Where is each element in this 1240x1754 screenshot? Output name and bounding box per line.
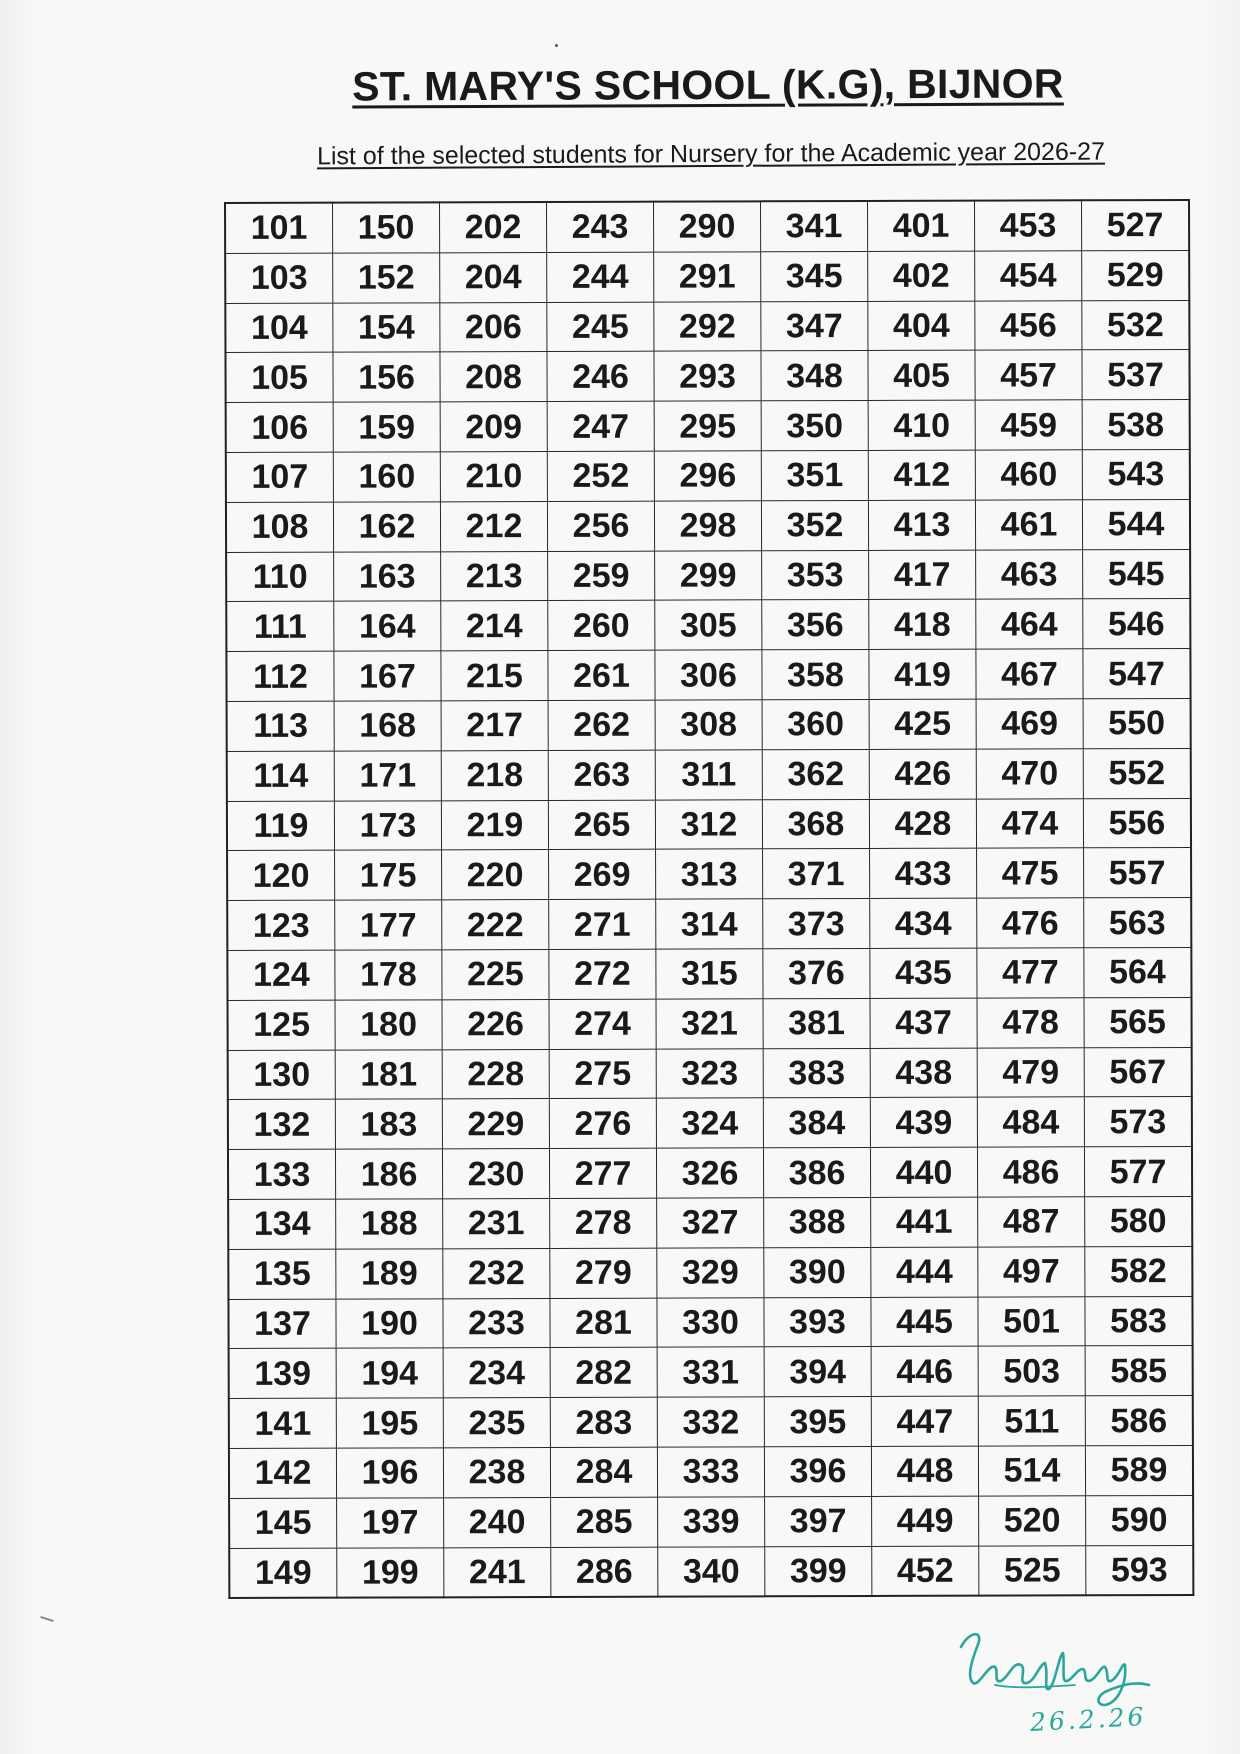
table-row xyxy=(227,898,1191,951)
student-number-cell: 173 xyxy=(334,800,441,850)
student-number-cell: 474 xyxy=(976,798,1083,848)
student-number-cell: 525 xyxy=(979,1545,1086,1596)
student-number-cell: 550 xyxy=(1083,698,1191,748)
student-number-cell: 167 xyxy=(334,651,441,701)
student-number-cell: 162 xyxy=(333,502,440,552)
student-number-cell: 106 xyxy=(226,402,334,452)
student-number-cell: 373 xyxy=(763,899,870,949)
student-number-cell: 263 xyxy=(548,750,655,800)
student-number-cell: 279 xyxy=(550,1248,657,1298)
student-number-cell: 103 xyxy=(225,253,333,303)
student-number-cell: 177 xyxy=(335,900,442,950)
student-number-cell: 543 xyxy=(1082,449,1190,499)
student-number-cell: 178 xyxy=(335,950,442,1000)
student-number-cell: 113 xyxy=(227,701,335,751)
student-number-cell: 243 xyxy=(547,202,654,253)
table-row xyxy=(226,599,1190,652)
student-number-cell: 286 xyxy=(551,1547,658,1598)
table-row xyxy=(228,1296,1192,1349)
student-number-cell: 341 xyxy=(761,201,868,252)
student-number-cell: 417 xyxy=(869,550,976,600)
student-number-cell: 152 xyxy=(333,253,440,303)
student-number-cell: 245 xyxy=(547,302,654,352)
student-number-cell: 487 xyxy=(978,1197,1085,1247)
student-number-cell: 110 xyxy=(226,552,334,602)
student-number-cell: 277 xyxy=(549,1148,656,1198)
student-number-cell: 449 xyxy=(872,1496,979,1546)
student-number-cell: 190 xyxy=(336,1298,443,1348)
student-number-cell: 226 xyxy=(442,999,549,1049)
student-number-cell: 285 xyxy=(551,1497,658,1547)
student-number-cell: 202 xyxy=(440,202,547,253)
student-number-cell: 246 xyxy=(547,352,654,402)
table-row xyxy=(225,200,1189,253)
student-number-cell: 225 xyxy=(442,949,549,999)
student-number-cell: 453 xyxy=(974,200,1081,251)
table-row xyxy=(227,848,1191,901)
student-number-cell: 413 xyxy=(868,500,975,550)
student-number-cell: 330 xyxy=(657,1297,764,1347)
student-number-cell: 552 xyxy=(1083,748,1191,798)
student-number-cell: 261 xyxy=(548,650,655,700)
student-number-cell: 565 xyxy=(1084,997,1192,1047)
student-number-cell: 475 xyxy=(977,848,1084,898)
student-number-cell: 311 xyxy=(655,750,762,800)
student-number-cell: 262 xyxy=(548,700,655,750)
student-number-cell: 425 xyxy=(869,699,976,749)
student-number-cell: 470 xyxy=(976,749,1083,799)
student-number-cell: 231 xyxy=(443,1198,550,1248)
table-row xyxy=(227,798,1191,851)
student-number-cell: 388 xyxy=(764,1197,871,1247)
student-number-cell: 112 xyxy=(226,651,334,701)
student-number-cell: 241 xyxy=(444,1547,551,1598)
student-number-cell: 527 xyxy=(1081,200,1189,251)
student-number-cell: 314 xyxy=(656,899,763,949)
selected-students-table-body xyxy=(225,200,1193,1598)
table-row xyxy=(225,350,1189,403)
student-number-cell: 210 xyxy=(440,451,547,501)
student-number-cell: 238 xyxy=(443,1447,550,1497)
student-number-cell: 368 xyxy=(762,799,869,849)
student-number-cell: 194 xyxy=(336,1348,443,1398)
student-number-cell: 339 xyxy=(658,1497,765,1547)
selected-students-table xyxy=(224,199,1194,1599)
student-number-cell: 119 xyxy=(227,801,335,851)
student-number-cell: 214 xyxy=(441,601,548,651)
student-number-cell: 478 xyxy=(977,998,1084,1048)
table-row xyxy=(226,549,1190,602)
student-number-cell: 213 xyxy=(441,551,548,601)
student-number-cell: 580 xyxy=(1085,1196,1193,1246)
student-number-cell: 306 xyxy=(655,650,762,700)
student-number-cell: 396 xyxy=(764,1446,871,1496)
student-number-cell: 383 xyxy=(763,1048,870,1098)
student-number-cell: 230 xyxy=(442,1149,549,1199)
student-number-cell: 142 xyxy=(229,1448,337,1498)
student-number-cell: 295 xyxy=(654,401,761,451)
student-number-cell: 479 xyxy=(977,1047,1084,1097)
student-number-cell: 362 xyxy=(762,749,869,799)
scan-speck xyxy=(40,1616,54,1622)
student-number-cell: 445 xyxy=(871,1297,978,1347)
student-number-cell: 195 xyxy=(336,1398,443,1448)
student-number-cell: 511 xyxy=(978,1396,1085,1446)
student-number-cell: 390 xyxy=(764,1247,871,1297)
student-number-cell: 276 xyxy=(549,1098,656,1148)
student-number-cell: 293 xyxy=(654,351,761,401)
scan-speck xyxy=(555,44,558,47)
student-number-cell: 105 xyxy=(225,353,333,403)
student-number-cell: 206 xyxy=(440,302,547,352)
student-number-cell: 567 xyxy=(1084,1047,1192,1097)
student-number-cell: 428 xyxy=(869,799,976,849)
student-number-cell: 486 xyxy=(977,1147,1084,1197)
student-number-cell: 477 xyxy=(977,948,1084,998)
table-row xyxy=(225,250,1189,303)
student-number-cell: 331 xyxy=(657,1347,764,1397)
table-row xyxy=(228,1047,1192,1100)
student-number-cell: 529 xyxy=(1082,250,1190,300)
table-row xyxy=(228,997,1192,1050)
student-number-cell: 181 xyxy=(335,1049,442,1099)
student-number-cell: 454 xyxy=(975,251,1082,301)
student-number-cell: 274 xyxy=(549,999,656,1049)
student-number-cell: 503 xyxy=(978,1346,1085,1396)
student-number-cell: 340 xyxy=(658,1546,765,1597)
selected-students-table-wrapper xyxy=(224,199,1194,1599)
table-row xyxy=(227,947,1191,1000)
student-number-cell: 545 xyxy=(1083,549,1191,599)
student-number-cell: 171 xyxy=(334,751,441,801)
student-number-cell: 135 xyxy=(228,1249,336,1299)
student-number-cell: 244 xyxy=(547,252,654,302)
student-number-cell: 111 xyxy=(226,602,334,652)
student-number-cell: 114 xyxy=(227,751,335,801)
student-number-cell: 139 xyxy=(229,1348,337,1398)
table-row xyxy=(228,1246,1192,1299)
student-number-cell: 149 xyxy=(229,1548,337,1599)
student-number-cell: 360 xyxy=(762,699,869,749)
student-number-cell: 412 xyxy=(868,450,975,500)
student-number-cell: 313 xyxy=(656,849,763,899)
student-number-cell: 371 xyxy=(763,849,870,899)
table-row xyxy=(229,1545,1193,1598)
student-number-cell: 220 xyxy=(442,850,549,900)
student-number-cell: 265 xyxy=(548,800,655,850)
student-number-cell: 108 xyxy=(226,502,334,552)
student-number-cell: 308 xyxy=(655,700,762,750)
student-number-cell: 284 xyxy=(550,1447,657,1497)
student-number-cell: 247 xyxy=(547,401,654,451)
student-number-cell: 145 xyxy=(229,1498,337,1548)
student-number-cell: 593 xyxy=(1086,1545,1194,1596)
student-number-cell: 256 xyxy=(547,501,654,551)
student-number-cell: 439 xyxy=(870,1097,977,1147)
student-number-cell: 426 xyxy=(869,749,976,799)
student-number-cell: 405 xyxy=(868,351,975,401)
student-number-cell: 218 xyxy=(441,750,548,800)
student-number-cell: 229 xyxy=(442,1099,549,1149)
student-number-cell: 327 xyxy=(657,1198,764,1248)
student-number-cell: 141 xyxy=(229,1398,337,1448)
student-number-cell: 410 xyxy=(868,400,975,450)
student-number-cell: 212 xyxy=(440,501,547,551)
student-number-cell: 292 xyxy=(654,301,761,351)
student-number-cell: 461 xyxy=(975,500,1082,550)
student-number-cell: 350 xyxy=(761,401,868,451)
student-number-cell: 278 xyxy=(550,1198,657,1248)
student-number-cell: 399 xyxy=(765,1546,872,1597)
student-number-cell: 497 xyxy=(978,1247,1085,1297)
student-number-cell: 107 xyxy=(226,452,334,502)
student-number-cell: 298 xyxy=(654,501,761,551)
table-row xyxy=(229,1445,1193,1498)
student-number-cell: 353 xyxy=(762,550,869,600)
page-subtitle: List of the selected students for Nursery for the Academic year 2026-27 xyxy=(316,137,1106,171)
student-number-cell: 438 xyxy=(870,1048,977,1098)
student-number-cell: 456 xyxy=(975,300,1082,350)
student-number-cell: 315 xyxy=(656,949,763,999)
student-number-cell: 440 xyxy=(870,1147,977,1197)
student-number-cell: 160 xyxy=(333,452,440,502)
student-number-cell: 520 xyxy=(979,1496,1086,1546)
student-number-cell: 189 xyxy=(336,1249,443,1299)
student-number-cell: 134 xyxy=(228,1199,336,1249)
student-number-cell: 196 xyxy=(336,1448,443,1498)
student-number-cell: 233 xyxy=(443,1298,550,1348)
student-number-cell: 217 xyxy=(441,700,548,750)
student-number-cell: 281 xyxy=(550,1298,657,1348)
student-number-cell: 352 xyxy=(761,500,868,550)
student-number-cell: 544 xyxy=(1082,499,1190,549)
student-number-cell: 459 xyxy=(975,400,1082,450)
table-row xyxy=(229,1495,1193,1548)
student-number-cell: 197 xyxy=(337,1498,444,1548)
student-number-cell: 557 xyxy=(1084,848,1192,898)
student-number-cell: 386 xyxy=(763,1148,870,1198)
student-number-cell: 532 xyxy=(1082,300,1190,350)
student-number-cell: 446 xyxy=(871,1346,978,1396)
student-number-cell: 232 xyxy=(443,1248,550,1298)
student-number-cell: 137 xyxy=(228,1299,336,1349)
student-number-cell: 577 xyxy=(1084,1147,1192,1197)
student-number-cell: 163 xyxy=(334,551,441,601)
student-number-cell: 556 xyxy=(1083,798,1191,848)
student-number-cell: 437 xyxy=(870,998,977,1048)
student-number-cell: 441 xyxy=(871,1197,978,1247)
student-number-cell: 272 xyxy=(549,949,656,999)
student-number-cell: 447 xyxy=(871,1396,978,1446)
student-number-cell: 467 xyxy=(976,649,1083,699)
student-number-cell: 419 xyxy=(869,649,976,699)
student-number-cell: 358 xyxy=(762,650,869,700)
student-number-cell: 132 xyxy=(228,1099,336,1149)
student-number-cell: 133 xyxy=(228,1149,336,1199)
student-number-cell: 537 xyxy=(1082,350,1190,400)
student-number-cell: 269 xyxy=(549,850,656,900)
student-number-cell: 188 xyxy=(336,1199,443,1249)
student-number-cell: 120 xyxy=(227,851,335,901)
student-number-cell: 125 xyxy=(228,1000,336,1050)
student-number-cell: 321 xyxy=(656,999,763,1049)
student-number-cell: 219 xyxy=(441,800,548,850)
student-number-cell: 546 xyxy=(1083,599,1191,649)
table-row xyxy=(228,1196,1192,1249)
student-number-cell: 434 xyxy=(870,898,977,948)
student-number-cell: 180 xyxy=(335,1000,442,1050)
student-number-cell: 101 xyxy=(225,203,333,254)
student-number-cell: 168 xyxy=(334,701,441,751)
student-number-cell: 547 xyxy=(1083,649,1191,699)
student-number-cell: 384 xyxy=(763,1098,870,1148)
student-number-cell: 259 xyxy=(548,551,655,601)
student-number-cell: 460 xyxy=(975,450,1082,500)
student-number-cell: 573 xyxy=(1084,1097,1192,1147)
student-number-cell: 260 xyxy=(548,601,655,651)
student-number-cell: 291 xyxy=(654,252,761,302)
student-number-cell: 305 xyxy=(655,600,762,650)
student-number-cell: 348 xyxy=(761,351,868,401)
student-number-cell: 329 xyxy=(657,1248,764,1298)
student-number-cell: 590 xyxy=(1086,1495,1194,1545)
student-number-cell: 183 xyxy=(335,1099,442,1149)
student-number-cell: 332 xyxy=(657,1397,764,1447)
student-number-cell: 469 xyxy=(976,699,1083,749)
student-number-cell: 356 xyxy=(762,600,869,650)
student-number-cell: 404 xyxy=(868,301,975,351)
student-number-cell: 124 xyxy=(227,950,335,1000)
student-number-cell: 394 xyxy=(764,1347,871,1397)
table-row xyxy=(226,400,1190,453)
student-number-cell: 104 xyxy=(225,303,333,353)
student-number-cell: 234 xyxy=(443,1348,550,1398)
signature-date: 26.2.26 xyxy=(1029,1701,1148,1738)
student-number-cell: 433 xyxy=(870,848,977,898)
student-number-cell: 589 xyxy=(1085,1445,1193,1495)
student-number-cell: 186 xyxy=(335,1149,442,1199)
student-number-cell: 418 xyxy=(869,600,976,650)
student-number-cell: 208 xyxy=(440,352,547,402)
student-number-cell: 351 xyxy=(761,450,868,500)
student-number-cell: 228 xyxy=(442,1049,549,1099)
student-number-cell: 283 xyxy=(550,1397,657,1447)
table-row xyxy=(226,449,1190,502)
student-number-cell: 393 xyxy=(764,1297,871,1347)
student-number-cell: 164 xyxy=(334,601,441,651)
student-number-cell: 401 xyxy=(867,201,974,252)
student-number-cell: 290 xyxy=(654,201,761,252)
student-number-cell: 252 xyxy=(547,451,654,501)
student-number-cell: 150 xyxy=(333,202,440,253)
student-number-cell: 240 xyxy=(444,1497,551,1547)
student-number-cell: 130 xyxy=(228,1050,336,1100)
student-number-cell: 563 xyxy=(1084,898,1192,948)
student-number-cell: 448 xyxy=(871,1446,978,1496)
student-number-cell: 275 xyxy=(549,1049,656,1099)
student-number-cell: 235 xyxy=(443,1398,550,1448)
student-number-cell: 452 xyxy=(872,1546,979,1597)
student-number-cell: 296 xyxy=(654,451,761,501)
student-number-cell: 463 xyxy=(976,549,1083,599)
student-number-cell: 271 xyxy=(549,899,656,949)
table-row xyxy=(227,698,1191,751)
student-number-cell: 444 xyxy=(871,1247,978,1297)
student-number-cell: 583 xyxy=(1085,1296,1193,1346)
student-number-cell: 323 xyxy=(656,1048,763,1098)
student-number-cell: 345 xyxy=(761,251,868,301)
student-number-cell: 585 xyxy=(1085,1346,1193,1396)
student-number-cell: 154 xyxy=(333,302,440,352)
student-number-cell: 514 xyxy=(978,1446,1085,1496)
table-row xyxy=(228,1097,1192,1150)
student-number-cell: 175 xyxy=(335,850,442,900)
student-number-cell: 457 xyxy=(975,350,1082,400)
student-number-cell: 222 xyxy=(442,900,549,950)
student-number-cell: 312 xyxy=(655,799,762,849)
student-number-cell: 215 xyxy=(441,651,548,701)
table-row xyxy=(228,1147,1192,1200)
student-number-cell: 159 xyxy=(333,402,440,452)
table-row xyxy=(226,649,1190,702)
student-number-cell: 586 xyxy=(1085,1396,1193,1446)
student-number-cell: 324 xyxy=(656,1098,763,1148)
table-row xyxy=(229,1346,1193,1399)
student-number-cell: 564 xyxy=(1084,947,1192,997)
student-number-cell: 538 xyxy=(1082,400,1190,450)
table-row xyxy=(226,499,1190,552)
student-number-cell: 282 xyxy=(550,1347,657,1397)
student-number-cell: 501 xyxy=(978,1296,1085,1346)
student-number-cell: 381 xyxy=(763,998,870,1048)
table-row xyxy=(225,300,1189,353)
student-number-cell: 582 xyxy=(1085,1246,1193,1296)
student-number-cell: 484 xyxy=(977,1097,1084,1147)
student-number-cell: 435 xyxy=(870,948,977,998)
student-number-cell: 326 xyxy=(656,1148,763,1198)
student-number-cell: 333 xyxy=(657,1447,764,1497)
student-number-cell: 199 xyxy=(337,1547,444,1598)
page-title: ST. MARY'S SCHOOL (K.G), BIJNOR xyxy=(352,60,1064,110)
student-number-cell: 347 xyxy=(761,301,868,351)
student-number-cell: 123 xyxy=(227,900,335,950)
student-number-cell: 299 xyxy=(655,550,762,600)
table-row xyxy=(229,1396,1193,1449)
student-number-cell: 395 xyxy=(764,1397,871,1447)
student-number-cell: 156 xyxy=(333,352,440,402)
student-number-cell: 397 xyxy=(765,1496,872,1546)
student-number-cell: 464 xyxy=(976,599,1083,649)
student-number-cell: 209 xyxy=(440,402,547,452)
table-row xyxy=(227,748,1191,801)
student-number-cell: 402 xyxy=(868,251,975,301)
student-number-cell: 476 xyxy=(977,898,1084,948)
student-number-cell: 376 xyxy=(763,948,870,998)
student-number-cell: 204 xyxy=(440,252,547,302)
